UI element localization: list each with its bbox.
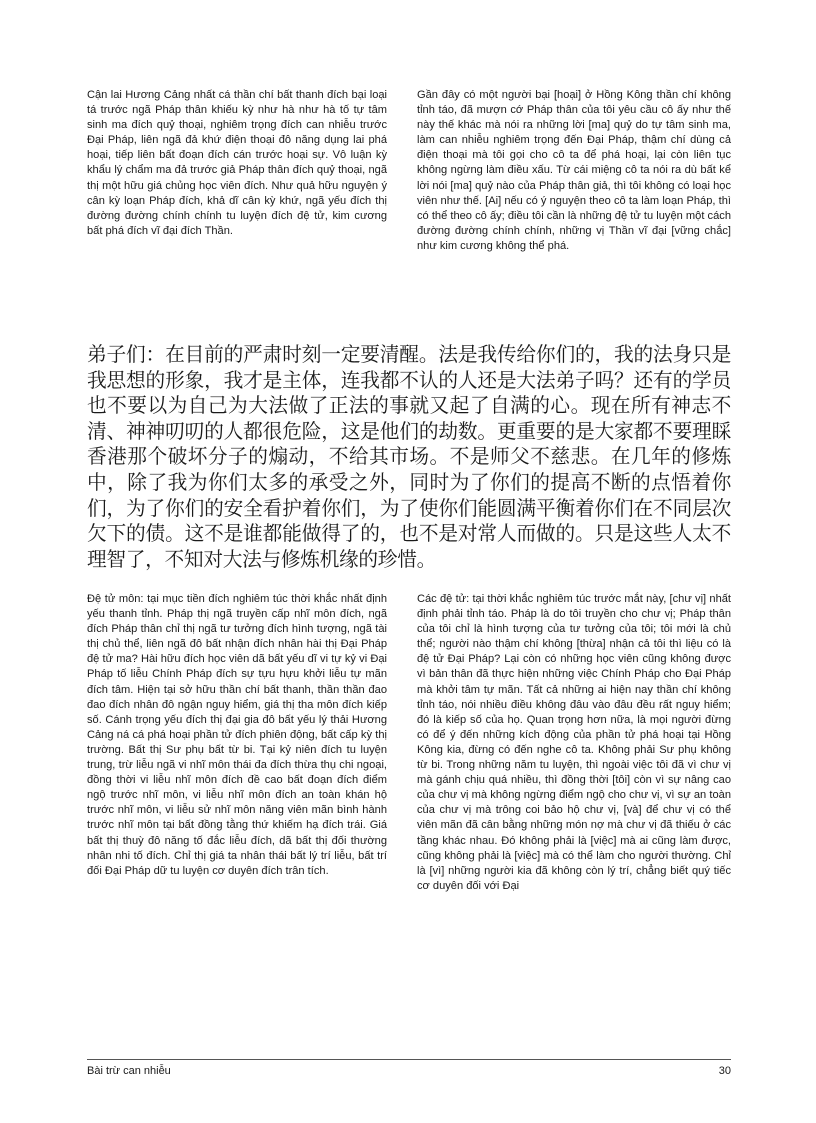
- footer-title: Bài trừ can nhiễu: [87, 1065, 171, 1077]
- vietnamese-transliteration-bottom: Đệ tử môn: tại mục tiền đích nghiêm túc thời khắc nhất định yếu thanh tỉnh. Pháp thị ngã truyền cấp nhĩ môn đích, ngã đích Pháp thân chỉ thị ngã tư tưởng đích hình tượng, ngã tài thị chủ thể, liên ngã đô bất nhận đích nhân hài thị Đại Pháp đệ tử ma? Hài hữu đích học viên dã bất yếu dĩ vi tự kỷ vi Đại Pháp tố liễu Chính Pháp đích sự tựu hựu khởi liễu tự mãn đích tâm. Hiện tại sở hữu thần chí bất thanh, thần thần đao đao đích nhân đô ngận nguy hiểm, giá thị tha môn đích kiếp số. Cánh trọng yếu đích thị đại gia đô bất yếu lý thải Hương Cảng ná cá phá hoại phần tử đích phiên động, bất cấp kỳ thị trường. Bất thị Sư phụ bất từ bi. Tại kỷ niên đích tu luyện trung, trừ liễu ngã vi nhĩ môn thái đa đích thừa thụ chi ngoại, đồng thời vi liễu nhĩ môn đích đề cao bất đoạn đích điểm ngộ trước nhĩ môn, vi liễu nhĩ môn đích an toàn khán hộ trước nhĩ môn, vi liễu sử nhĩ môn năng viên mãn bình hành trước nhĩ môn tại bất đồng tằng thứ khiếm hạ đích trái. Giá bất thị thuỳ đô năng tố đắc liễu đích, dã bất thị đối thường nhân nhi tố đích. Chỉ thị giá ta nhân thái bất lý trí liễu, bất trí đối Đại Pháp dữ tu luyện cơ duyên đích trân tích.: [87, 593, 387, 877]
- page-number: 30: [718, 1065, 731, 1077]
- chinese-original-text: 弟子们：在目前的严肃时刻一定要清醒。法是我传给你们的，我的法身只是我思想的形象，我才是主体，连我都不认的人还是大法弟子吗？还有的学员也不要以为自己为大法做了正法的事就又起了自满的心。现在所有神志不清、神神叨叨的人都很危险，这是他们的劫数。更重要的是大家都不要理睬香港那个破坏分子的煽动，不给其市场。不是师父不慈悲。在几年的修炼中，除了我为你们太多的承受之外，同时为了你们的提高不断的点悟着你们，为了你们的安全看护着你们，为了使你们能圆满平衡着你们在不同层次欠下的债。这不是谁都能做得了的，也不是对常人而做的。只是这些人太不理智了，不知对大法与修炼机缘的珍惜。: [87, 343, 731, 571]
- vietnamese-transliteration-top: Cận lai Hương Cảng nhất cá thần chí bất thanh đích bại loại tá trước ngã Pháp thân khiếu kỳ như hà như hà tố tự tâm sinh ma đích quỷ thoại, nghiêm trọng đích can nhiễu trước Đại Pháp, liên ngã đả khứ điện thoại đô năng dụng lai phá hoại, tiếp liên bất đoạn đích cán trước hoại sự. Vô luận kỳ khẩu lý chẩm ma đả trước giả Pháp thân đích quỷ thoại, ngã thị một hữu giá chủng học viên đích. Như quả hữu nguyện ý cân kỳ loạn Pháp đích, khả dĩ cân kỳ khứ, ngã yếu đích thị đường đường chính chính tu luyện đích đệ tử, kim cương bất phá đích vĩ đại đích Thần.: [87, 89, 387, 237]
- vietnamese-translation-bottom: Các đệ tử: tại thời khắc nghiêm túc trước mắt này, [chư vị] nhất định phải tỉnh táo. Pháp là do tôi truyền cho chư vị; Pháp thân của tôi chỉ là hình tượng của tư tưởng của tôi; tôi mới là chủ thể; người nào thậm chí không [thừa] nhận cả tôi thì liệu có là đệ tử Đại Pháp? Lại còn có những học viên cũng không được vì bản thân đã thực hiện những việc Chính Pháp cho Đại Pháp mà khởi tâm tự mãn. Tất cả những ai hiện nay thần chí không tỉnh táo, nói nhiều điều không đâu vào đâu đều rất nguy hiểm; đó là kiếp số của họ. Quan trọng hơn nữa, là mọi người đừng có để ý đến những kích động của phần tử phá hoại tại Hồng Kông kia, đừng có đến nghe cô ta. Không phải Sư phụ không từ bi. Trong những năm tu luyện, thì ngoài việc tôi đã vì chư vị mà gánh chịu quá nhiều, thì đồng thời [tôi] còn vì sự nâng cao của chư vị mà không ngừng điểm ngộ cho chư vị, vì sự an toàn của chư vị mà trông coi bảo hộ chư vị, [và] để chư vị có thể viên mãn đã cân bằng những món nợ mà chư vị đã thiếu ở các tầng khác nhau. Đó không phải là [việc] mà ai cũng làm được, cũng không phải là [việc] mà có thể làm cho người thường. Chỉ là [vì] những người kia đã không còn lý trí, chẳng biết quý tiếc cơ duyên đối với Đại: [417, 593, 731, 892]
- footer-divider: [87, 1059, 731, 1060]
- vietnamese-translation-top: Gần đây có một người bại [hoại] ở Hồng Kông thần chí không tỉnh táo, đã mượn cớ Pháp thân của tôi yêu cầu cô ấy như thế này thế khác mà nói ra những lời [ma] quỷ do tự tâm sinh ma, làm can nhiễu nghiêm trọng đến Đại Pháp, thậm chí dùng cả điện thoại mà tôi gọi cho cô ta để phá hoại, lại còn liên tục không ngừng làm điều xấu. Từ cái miệng cô ta nói ra dù bất kể lời nói [ma] quỷ nào của Pháp thân giả, thì tôi không có loại học viên như thế. [Ai] nếu có ý nguyện theo cô ta làm loạn Pháp, thì có thể theo cô ấy; điều tôi cần là những đệ tử tu luyện một cách đường đường chính chính, những vị Thần vĩ đại [vững chắc] như kim cương không thể phá.: [417, 89, 731, 252]
